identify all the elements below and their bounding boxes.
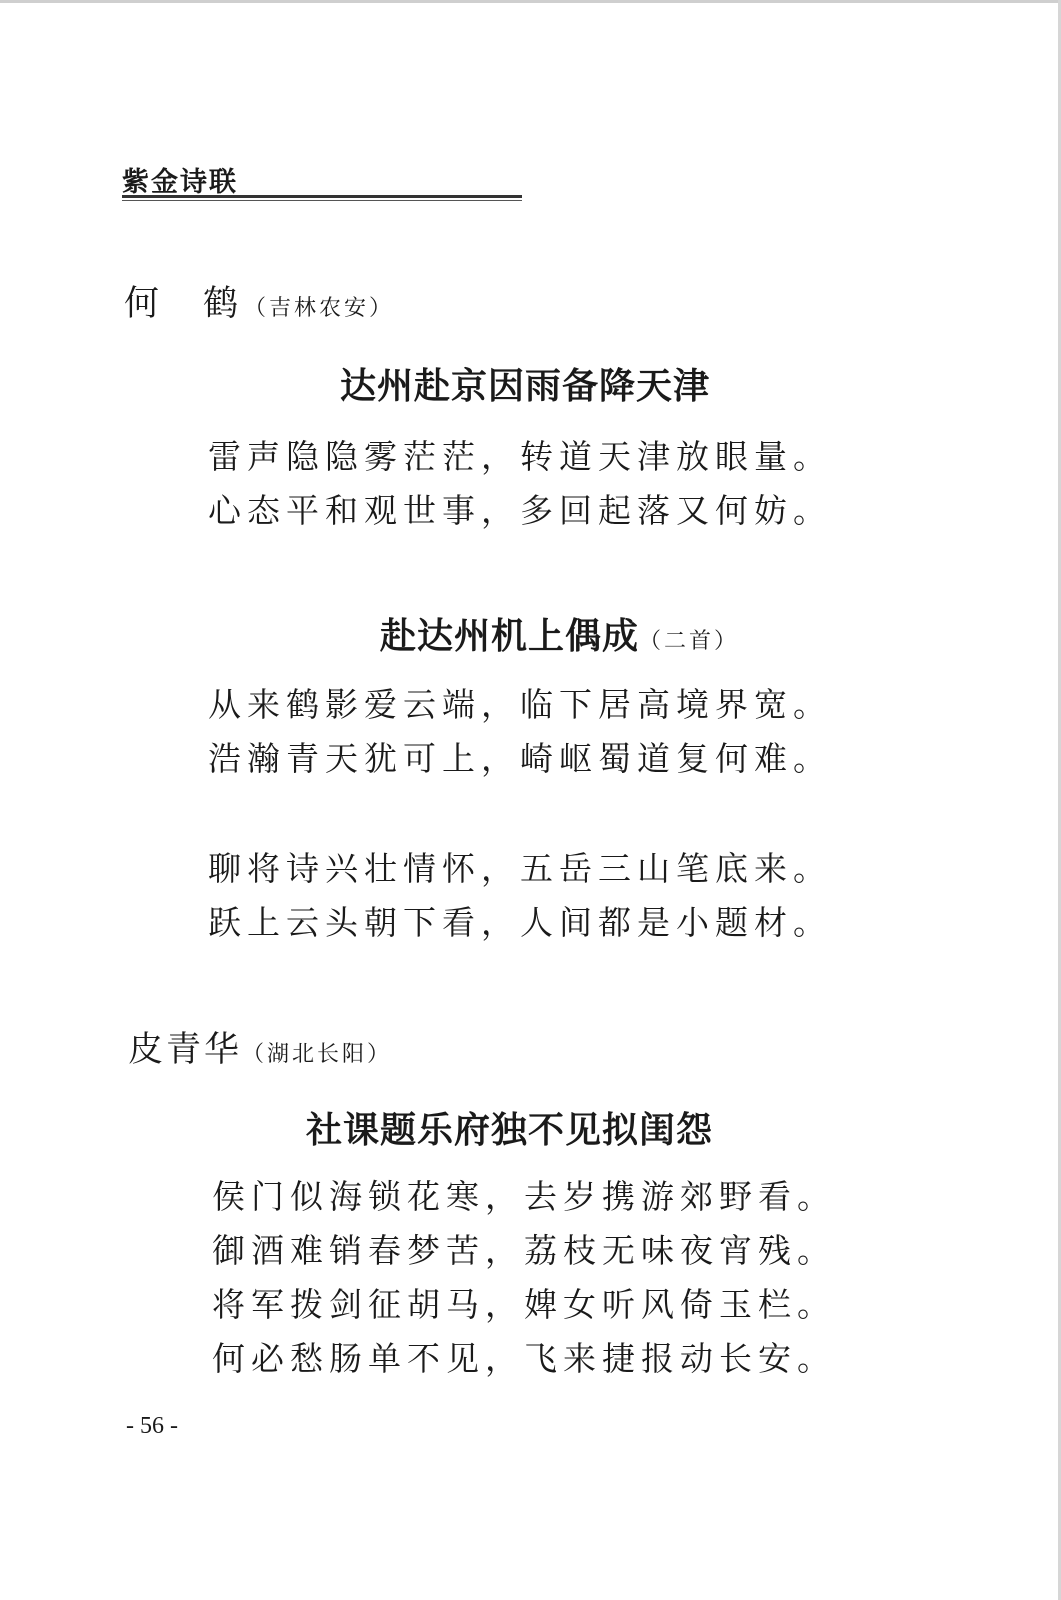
author-name-part2: 鹤 (203, 284, 245, 324)
poem-title-text: 达州赴京因雨备降天津 (340, 366, 711, 407)
poem-line: 聊将诗兴壮情怀，五岳三山笔底来。 (208, 849, 832, 888)
poem-title (380, 608, 739, 659)
poem-line: 将军拨剑征胡马，婢女听风倚玉栏。 (212, 1285, 836, 1324)
header-rule (122, 195, 522, 198)
poem-title-text: 赴达州机上偶成 (380, 616, 640, 657)
author-name: 皮青华 (128, 1030, 243, 1070)
poem-line: 浩瀚青天犹可上，崎岖蜀道复何难。 (208, 739, 832, 778)
author-place: （吉林农安） (244, 296, 395, 321)
poem-line: 御酒难销春梦苦，荔枝无味夜宵残。 (212, 1231, 836, 1270)
poem-line: 雷声隐隐雾茫茫，转道天津放眼量。 (208, 437, 832, 476)
poem-line: 跃上云头朝下看，人间都是小题材。 (208, 903, 832, 942)
poem-line: 心态平和观世事，多回起落又何妨。 (208, 491, 832, 530)
author-heading (128, 1022, 392, 1072)
scan-edge-top (0, 0, 1061, 3)
poem-title-note: （二首） (639, 629, 740, 654)
poem-line: 何必愁肠单不见，飞来捷报动长安。 (212, 1339, 836, 1378)
poem-title (306, 1102, 713, 1153)
poem-title (340, 358, 710, 409)
poem-line: 从来鹤影爱云端，临下居高境界宽。 (208, 685, 832, 724)
author-name-part1: 何 (124, 284, 166, 324)
author-heading (124, 276, 394, 326)
author-place: （湖北长阳） (242, 1042, 393, 1067)
header-rule-thin (122, 200, 522, 201)
poem-line: 侯门似海锁花寒，去岁携游郊野看。 (212, 1177, 836, 1216)
poem-title-text: 社课题乐府独不见拟闺怨 (306, 1110, 714, 1151)
running-header: 紫金诗联 (122, 167, 238, 198)
page-number: - 56 - (126, 1413, 178, 1439)
